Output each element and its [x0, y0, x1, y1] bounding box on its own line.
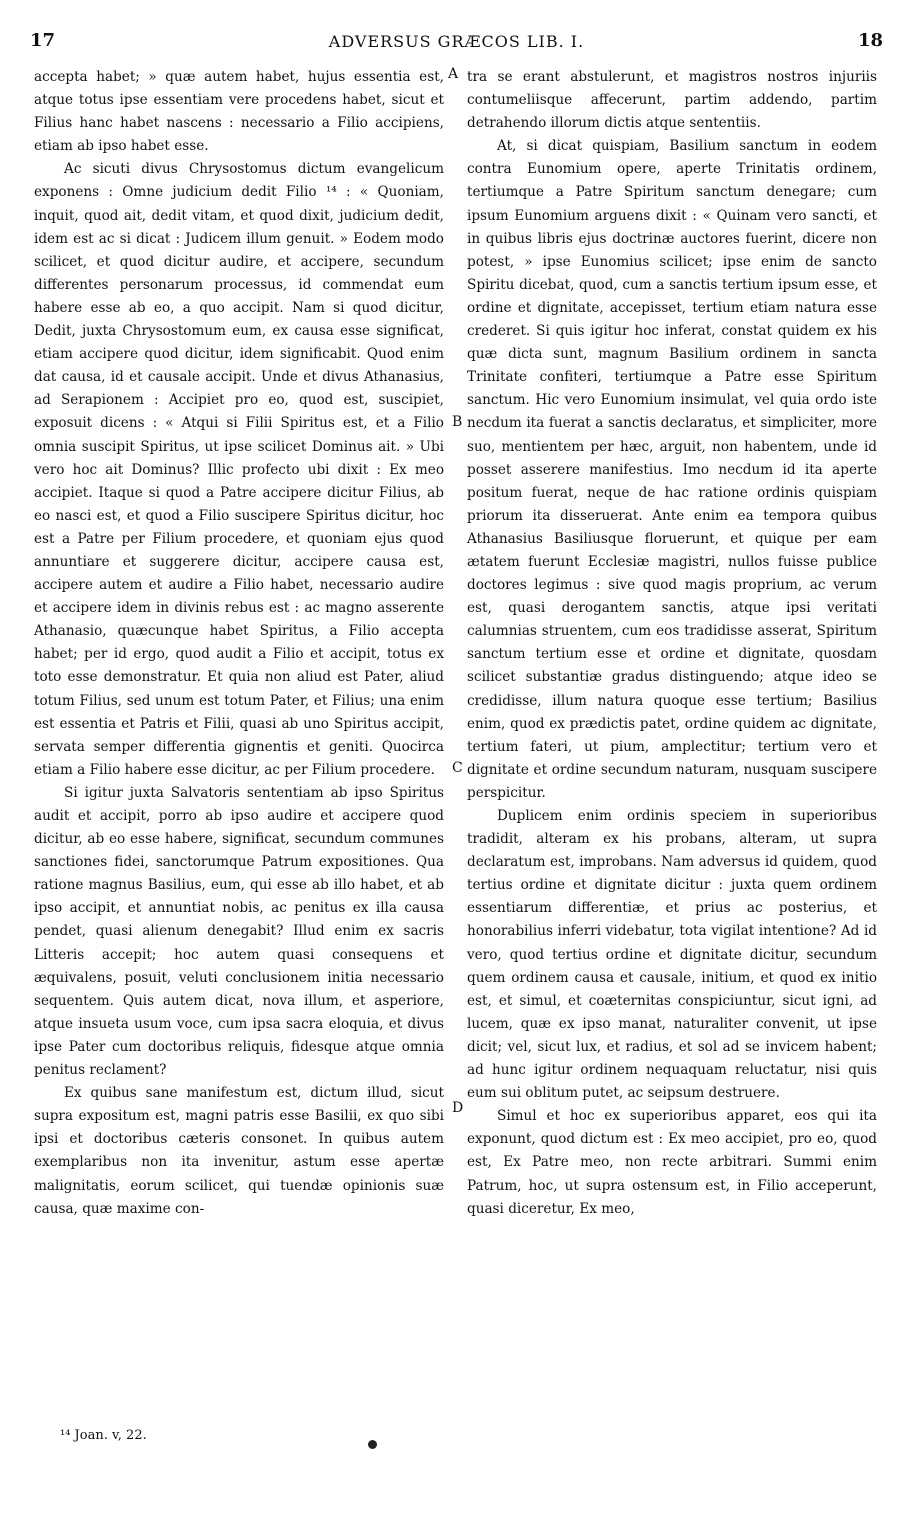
footnote: ¹⁴ Joan. v, 22.	[60, 1428, 147, 1443]
right-column	[467, 66, 877, 1221]
page-number-left: 17	[30, 30, 56, 51]
page-header	[30, 30, 883, 58]
running-title: ADVERSUS GRÆCOS LIB. I.	[328, 32, 585, 51]
paragraph: Si igitur juxta Salvatoris sententiam ab ipso Spiritus audit et accipit, porro ab ipso audire et accipere quod dicitur, ab eo esse habere, significat, secundum communes sanctiones fidei, sanctorumque Patrum expositiones. Qua ratione magnus Basilius, eum, qui esse ab illo habet, et ab ipso accipit, et annuntiat nobis, ac penitus ex illa causa pendet, quasi alienum denegabit? Illud enim ex sacris Litteris accepit; hoc autem quasi consequens et æquivalens, posuit, veluti conclusionem initia necessario sequentem. Quis autem dicat, nova illum, et asperiore, atque insueta usum voce, cum ipsa sacra eloquia, et divus ipse Pater cum doctoribus reliquis, fidesque atque omnia penitus reclament?	[34, 784, 444, 1079]
margin-letter-d: D	[452, 1100, 464, 1116]
paragraph: Ac sicuti divus Chrysostomus dictum evangelicum exponens : Omne judicium dedit Filio ¹⁴ : « Quoniam, inquit, quod ait, dedit vitam, et quod dixit, judicium dedit, idem est ac si dicat : Judicem illum genuit. » Eodem modo scilicet, et quod dicitur audire, et accipere, secundum differentes personarum processus, id commendat eum habere esse ab eo, a quo accipit. Nam si quod dicitur, Dedit, juxta Chrysostomum eum, ex causa esse significat, etiam accipere quod dicitur, idem significabit. Quod enim dat causa, id et causale accipit. Unde et divus Athanasius, ad Serapionem : Accipiet pro eo, quod est, suscipiet, exposuit dicens : « Atqui si Filii Spiritus est, et a Filio omnia suscipit Spiritus, ut ipse scilicet Dominus ait. » Ubi vero hoc ait Dominus? Illic profecto ubi dixit : Ex meo accipiet. Itaque si quod a Patre accipere dicitur Filius, ab eo nasci est, et quod a Filio suscipere Spiritus dicitur, hoc est a Patre per Filium procedere, et quoniam ejus quod annuntiare et suggerere dicitur, accipere causa est, accipere autem et audire a Filio habet, necessario audire et accipere idem in divinis rebus est : ac magno asserente Athanasio, quæcunque habet Spiritus, a Filio accepta habet; per id ergo, quod audit a Filio et accipit, totus ex toto esse demonstratur. Et quia non aliud est Pater, aliud totum Filius, sed unum est totum Pater, et Filius; una enim est essentia et Patris et Filii, quasi ab uno Spiritus accipit, servata semper differentia gignentis et geniti. Quocirca etiam a Filio habere esse dicitur, ac per Filium procedere.	[34, 161, 444, 778]
left-column	[34, 66, 444, 1221]
ornament-dot	[368, 1440, 377, 1449]
paragraph: Duplicem enim ordinis speciem in superioribus tradidit, alteram ex his probans, alteram, ut supra declaratum est, improbans. Nam adversus id quidem, quod tertius ordine et dignitate dicitur : juxta quem ordinem essentiarum differentiæ, et prius ac posterius, et honorabilius inferri videbatur, tota vigilat intentione? Ad id vero, quod tertius ordine et dignitate dicitur, secundum quem ordinem causa et causale, initium, et quod ex initio est, et simul, et coæternitas conspiciuntur, sicut igni, ad lucem, quæ ex ipso manat, naturaliter convenit, ut ipse dicit; vel, sicut lux, et radius, et sol ad se invicem habent; ad hunc igitur ordinem nequaquam reluctatur, nisi quis eum sui oblitum putet, ac seipsum destruere.	[467, 808, 877, 1102]
paragraph: Simul et hoc ex superioribus apparet, eos qui ita exponunt, quod dictum est : Ex meo accipiet, pro eo, quod est, Ex Patre meo, non recte arbitrari. Summi enim Patrum, hoc, ut supra ostensum est, in Filio acceperunt, quasi diceretur, Ex meo,	[467, 1108, 877, 1217]
page-number-right: 18	[857, 30, 883, 51]
paragraph: tra se erant abstulerunt, et magistros nostros injuriis contumeliisque affecerunt, partim addendo, partim detrahendo illorum dictis atque sententiis.	[467, 69, 877, 132]
paragraph: accepta habet; » quæ autem habet, hujus essentia est, atque totus ipse essentiam vere procedens habet, sicut et Filius hanc habet nascens : necessario a Filio accipiens, etiam ab ipso habet esse.	[34, 69, 444, 155]
margin-letter-c: C	[452, 760, 463, 776]
margin-letter-b: B	[452, 414, 463, 430]
margin-letter-a: A	[448, 66, 459, 82]
paragraph: At, si dicat quispiam, Basilium sanctum in eodem contra Eunomium opere, aperte Trinitatis ordinem, tertiumque a Patre Spiritum sanctum denegare; cum ipsum Eunomium arguens dixit : « Quinam vero sancti, et in quibus libris ejus doctrinæ auctores fuerint, dicere non potest, » ipse Eunomius scilicet; ipse enim de sancto Spiritu dicebat, quod, cum a sanctis tertium ipsum esse, et ordine et dignitate, accepisset, tertium etiam natura esse crederet. Si quis igitur hoc inferat, constat quidem ex his quæ dicta sunt, magnum Basilium ordinem in sancta Trinitate confiteri, tertiumque a Patre esse Spiritum sanctum. Hic vero Eunomium insimulat, vel quia ordo iste necdum ita fuerat a sanctis declaratus, et simpliciter, more suo, mentientem per hæc, arguit, non habentem, unde id posset asserere manifestius. Imo necdum id ita aperte positum fuerat, neque de hac ratione ordinis quispiam priorum ita disseruerat. Ante enim ea tempora quibus Athanasius Basiliusque floruerunt, et quique per eam ætatem fuerunt Ecclesiæ magistri, nullos fuisse publice doctores legimus : sive quod magis proprium, ac verum est, quasi derogantem sanctis, atque ipsi veritati calumnias struentem, cum eos tradidisse asserat, Spiritum sanctum tertium esse et ordine et dignitate, quosdam scilicet substantiæ gradus distinguendo; atque ideo se credidisse, illum natura quoque esse tertium; Basilius enim, quod ex prædictis patet, ordine quidem ac dignitate, tertium fateri, ut pium, amplectitur; tertium vero et dignitate et ordine secundum naturam, nusquam suscipere perspicitur.	[467, 138, 877, 801]
paragraph: Ex quibus sane manifestum est, dictum illud, sicut supra expositum est, magni patris esse Basilii, ex quo sibi ipsi et doctoribus cæteris consonet. In quibus autem exemplaribus non ita invenitur, astum esse apertæ malignitatis, eorum scilicet, qui tuendæ opinionis suæ causa, quæ maxime con-	[34, 1085, 444, 1217]
